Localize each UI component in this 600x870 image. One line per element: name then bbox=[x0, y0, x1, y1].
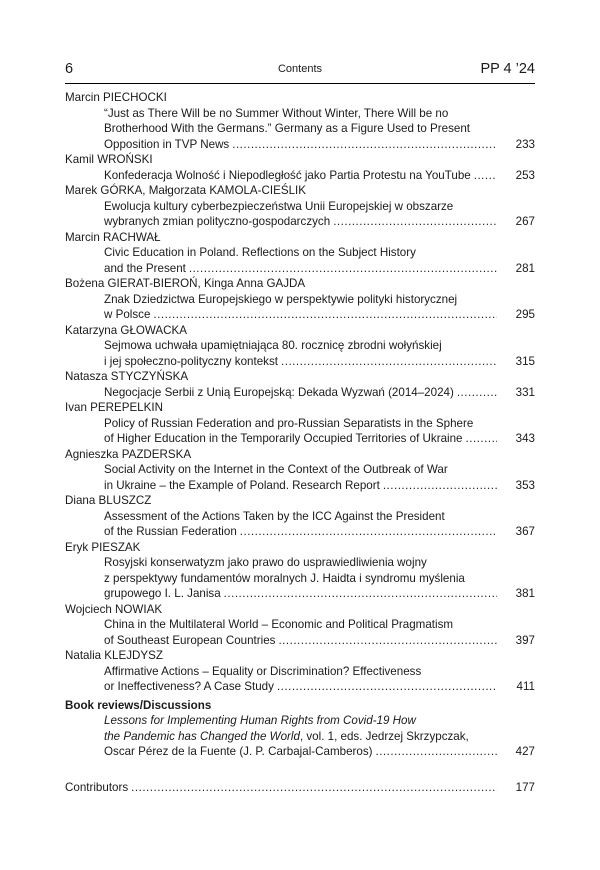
toc-title-line: Oscar Pérez de la Fuente (J. P. Carbajal-Camberos) bbox=[104, 745, 373, 758]
toc-title-line: “Just as There Will be no Summer Without Winter, There Will be no bbox=[104, 106, 449, 120]
dot-leader bbox=[277, 679, 497, 695]
dot-leader bbox=[333, 214, 497, 230]
toc-author: Bożena GIERAT-BIEROŃ, Kinga Anna GAJDA bbox=[65, 277, 306, 290]
toc-entry bbox=[65, 168, 535, 184]
toc-page-number: 411 bbox=[516, 680, 535, 693]
toc-title-line: or Ineffectiveness? A Case Study bbox=[104, 680, 274, 693]
toc-title-line: Assessment of the Actions Taken by the ICC Against the President bbox=[104, 509, 445, 523]
page-number: 6 bbox=[65, 61, 74, 77]
toc-page-number: 367 bbox=[515, 525, 535, 538]
toc-title-line: wybranych zmian polityczno-gospodarczych bbox=[104, 215, 331, 228]
toc-title-line: grupowego I. L. Janisa bbox=[104, 587, 221, 600]
toc-title-line: Znak Dziedzictwa Europejskiego w perspektywie polityki historycznej bbox=[104, 292, 458, 306]
dot-leader bbox=[153, 307, 497, 323]
toc-title-last-line bbox=[104, 524, 497, 540]
toc-title-last-line bbox=[104, 261, 497, 277]
toc-author: Marek GÓRKA, Małgorzata KAMOLA-CIEŚLIK bbox=[65, 184, 306, 197]
toc-page-number: 177 bbox=[515, 780, 535, 794]
dot-leader bbox=[240, 524, 497, 540]
toc-title-line: w Polsce bbox=[104, 308, 151, 321]
toc-entry bbox=[65, 416, 535, 447]
toc-title-line: China in the Multilateral World – Economic and Political Pragmatism bbox=[104, 618, 454, 631]
toc-page-number: 315 bbox=[515, 354, 535, 368]
toc-title-last-line bbox=[65, 780, 497, 796]
toc-page-number: 295 bbox=[515, 308, 535, 321]
toc-author: Agnieszka PAZDERSKA bbox=[65, 447, 192, 461]
toc-page-number: 397 bbox=[515, 633, 535, 647]
toc-entry bbox=[65, 509, 535, 540]
running-header bbox=[65, 61, 535, 81]
toc-title-line: Brotherhood With the Germans.” Germany as a Figure Used to Present bbox=[104, 122, 471, 135]
dot-leader bbox=[375, 744, 497, 760]
toc-entry bbox=[65, 555, 535, 602]
toc-title-last-line bbox=[104, 137, 497, 153]
dot-leader bbox=[278, 633, 497, 649]
dot-leader bbox=[281, 354, 497, 370]
toc-author: Diana BLUSZCZ bbox=[65, 494, 152, 507]
header-rule bbox=[65, 83, 535, 84]
toc-title-line: i jej społeczno-polityczny kontekst bbox=[104, 354, 278, 368]
toc-entry bbox=[65, 292, 535, 323]
toc-entry bbox=[65, 617, 535, 648]
toc-title-last-line bbox=[104, 478, 497, 494]
toc-title-line: Negocjacje Serbii z Unią Europejską: Dekada Wyzwań (2014–2024) bbox=[104, 385, 454, 399]
toc-title-line: Social Activity on the Internet in the Context of the Outbreak of War bbox=[104, 463, 448, 476]
toc-author: Marcin PIECHOCKI bbox=[65, 91, 167, 104]
toc-title-line: of Southeast European Countries bbox=[104, 633, 276, 647]
toc-page-number: 233 bbox=[515, 137, 535, 151]
toc-title-last-line bbox=[104, 431, 497, 447]
toc-title-line bbox=[104, 729, 497, 745]
toc-page-number: 281 bbox=[515, 261, 535, 275]
toc-title-last-line bbox=[104, 385, 497, 401]
toc-author: Natasza STYCZYŃSKA bbox=[65, 370, 189, 383]
toc-author: Natalia KLEJDYSZ bbox=[65, 649, 163, 662]
toc-entry bbox=[65, 245, 535, 276]
toc-page-number: 353 bbox=[515, 478, 535, 492]
dot-leader bbox=[474, 168, 497, 184]
toc-title-last-line bbox=[104, 168, 497, 184]
section-heading: Book reviews/Discussions bbox=[65, 698, 212, 712]
toc-author: Ivan PEREPELKIN bbox=[65, 401, 163, 414]
toc-title-line: Rosyjski konserwatyzm jako prawo do usprawiedliwienia wojny bbox=[104, 556, 427, 569]
toc-contributors bbox=[65, 780, 535, 796]
toc-title-line: of Higher Education in the Temporarily Occupied Territories of Ukraine bbox=[104, 432, 463, 445]
dot-leader bbox=[189, 261, 497, 277]
toc-title-line: Civic Education in Poland. Reflections on the Subject History bbox=[104, 246, 416, 259]
dot-leader bbox=[457, 385, 497, 401]
toc-author: Katarzyna GŁOWACKA bbox=[65, 323, 187, 337]
page-title: Contents bbox=[277, 63, 323, 75]
dot-leader bbox=[224, 586, 497, 602]
toc-page-number: 427 bbox=[515, 745, 535, 758]
toc-title-line: Sejmowa uchwała upamiętniająca 80. rocznicę zbrodni wołyńskiej bbox=[104, 339, 442, 352]
toc-page-number: 331 bbox=[515, 385, 535, 399]
toc-title-line: Affirmative Actions – Equality or Discrimination? Effectiveness bbox=[104, 664, 422, 678]
toc-title-last-line bbox=[104, 679, 497, 695]
toc-entry bbox=[65, 338, 535, 369]
toc-title-line: Policy of Russian Federation and pro-Russian Separatists in the Sphere bbox=[104, 416, 474, 430]
toc-title-italic: the Pandemic has Changed the World bbox=[104, 729, 300, 743]
toc-title-last-line bbox=[104, 744, 497, 760]
toc-entry bbox=[65, 199, 535, 230]
toc-title-last-line bbox=[104, 586, 497, 602]
journal-issue: PP 4 ’24 bbox=[480, 61, 535, 77]
dot-leader bbox=[131, 780, 497, 796]
toc-title-line: Lessons for Implementing Human Rights from Covid-19 How bbox=[104, 714, 416, 727]
toc-title-line: in Ukraine – the Example of Poland. Research Report bbox=[104, 478, 380, 492]
toc-title-text: , vol. 1, eds. Jedrzej Skrzypczak, bbox=[299, 729, 469, 743]
toc-entry bbox=[65, 713, 535, 760]
toc-title-last-line bbox=[104, 214, 497, 230]
toc-title-line: Konfederacja Wolność i Niepodległość jako Partia Protestu na YouTube bbox=[104, 168, 471, 182]
toc-title-last-line bbox=[104, 354, 497, 370]
toc-title-line: z perspektywy fundamentów moralnych J. Haidta i syndromu myślenia bbox=[104, 571, 465, 585]
toc-page-number: 253 bbox=[515, 168, 535, 182]
toc-page-number: 343 bbox=[515, 432, 535, 445]
dot-leader bbox=[232, 137, 497, 153]
toc-author: Eryk PIESZAK bbox=[65, 540, 141, 554]
toc-author: Marcin RACHWAŁ bbox=[65, 230, 161, 244]
toc-entry bbox=[65, 106, 535, 153]
toc-author: Kamil WROŃSKI bbox=[65, 153, 153, 166]
toc-entry bbox=[65, 664, 535, 695]
toc-title-line: Opposition in TVP News bbox=[104, 137, 230, 151]
dot-leader bbox=[466, 431, 497, 447]
toc-title-line: of the Russian Federation bbox=[104, 525, 237, 538]
toc-page-number: 381 bbox=[515, 587, 535, 600]
dot-leader bbox=[383, 478, 497, 494]
toc-title-line: Ewolucja kultury cyberbezpieczeństwa Unii Europejskiej w obszarze bbox=[104, 199, 454, 213]
contributors-label: Contributors bbox=[65, 780, 129, 794]
toc-title-last-line bbox=[104, 307, 497, 323]
toc-page-number: 267 bbox=[515, 215, 535, 228]
toc-entry bbox=[65, 462, 535, 493]
toc-title-last-line bbox=[104, 633, 497, 649]
table-of-contents bbox=[65, 90, 535, 795]
toc-author: Wojciech NOWIAK bbox=[65, 602, 163, 616]
toc-entry bbox=[65, 385, 535, 401]
toc-title-line: and the Present bbox=[104, 261, 186, 275]
